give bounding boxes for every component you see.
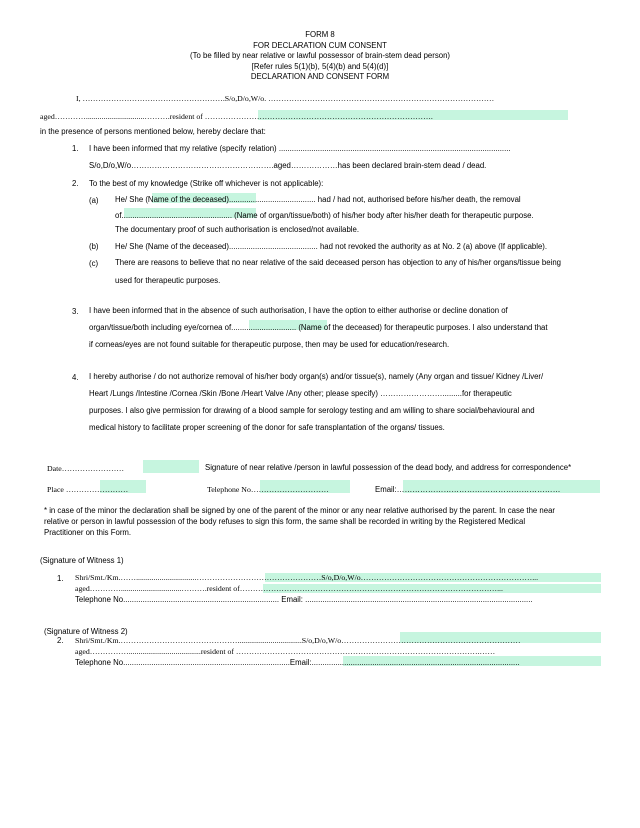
form-title: FOR DECLARATION CUM CONSENT xyxy=(253,41,387,50)
item-1-line-2: S/o,D/o,W/o……………………………………………….aged………………has been declared brain-stem dead / dead. xyxy=(89,161,487,170)
item-3-line-2: organ/tissue/both including eye/cornea of.............................. (Name of the deceased) for therapeutic purposes. I also understand that xyxy=(89,323,548,332)
item-2b-line: He/ She (Name of the deceased)......................................... had not revoked the authority as at No. 2 (a) above (If applicable). xyxy=(115,242,548,251)
witness-2-heading: (Signature of Witness 2) xyxy=(44,627,128,636)
item-2c-line-2: used for therapeutic purposes. xyxy=(115,276,221,285)
item-4-line-2: Heart /Lungs /Intestine /Cornea /Skin /Bone /Heart Valve /Any other; please specify) …………………….........for therapeutic xyxy=(89,389,512,398)
form-subtitle: (To be filled by near relative or lawful possessor of brain-stem dead person) xyxy=(189,51,451,60)
item-2c-line-1: There are reasons to believe that no near relative of the said deceased person has objection to any of his/her organs/tissue being xyxy=(115,258,562,267)
date-label: Date…………………… xyxy=(47,464,125,473)
item-2a-line-1: He/ She (Name of the deceased)........................................ had / had not, authorised before his/her death, the removal xyxy=(115,195,521,204)
footnote-line-3: Practitioner on this Form. xyxy=(44,528,132,537)
signature-label: Signature of near relative /person in lawful possession of the dead body, and address for correspondence* xyxy=(205,463,572,472)
item-4-line-1: I hereby authorise / do not authorize removal of his/her body organ(s) and/or tissue(s), namely (Any organ and tissue/ Kidney /Liver/ xyxy=(89,372,544,381)
item-3-line-3: if corneas/eyes are not found suitable for therapeutic purpose, then may be used for education/research. xyxy=(89,340,450,349)
witness-1-line-1: Shri/Smt./Km.……...............................…………………………………………S/o,D/o,W/o…………………………………………………………... xyxy=(75,573,539,582)
date-field[interactable] xyxy=(143,460,199,473)
item-4-line-4: medical history to facilitate proper screening of the donor for safe transplantation of the organs/ tissues. xyxy=(89,423,445,432)
form-rules: [Refer rules 5(1)(b), 5(4)(b) and 5(4)(d)] xyxy=(251,62,389,71)
place-label: Place …………………… xyxy=(47,485,129,494)
item-2a-label: (a) xyxy=(89,196,99,205)
item-2-line: To the best of my knowledge (Strike off whichever is not applicable): xyxy=(89,179,324,188)
witness-2-line-3: Telephone No.............................................................................Email:................................................................................................ xyxy=(75,658,520,667)
item-4-line-3: purposes. I also give permission for drawing of a blood sample for serology testing and am willing to share social/behavioural and xyxy=(89,406,535,415)
form-heading: DECLARATION AND CONSENT FORM xyxy=(250,72,390,81)
item-3-number: 3. xyxy=(72,307,79,316)
witness-2-line-1: Shri/Smt./Km.……………………………………….................................S/o,D/o,W/o…………………………………………………………… xyxy=(75,636,521,645)
witness-1-line-2: aged…………...............................……….resident of………………………………………………………………………………………... xyxy=(75,584,503,593)
item-1-number: 1. xyxy=(72,144,79,153)
item-2a-line-3: The documentary proof of such authorisation is enclosed/not available. xyxy=(115,225,360,234)
item-2b-label: (b) xyxy=(89,242,99,251)
form-number: FORM 8 xyxy=(305,30,335,39)
intro-line-2: aged…………..............................……….resident of ……………………………………………………………………………. xyxy=(40,112,433,121)
intro-line-3: in the presence of persons mentioned below, hereby declare that: xyxy=(40,127,266,136)
witness-2-line-2: aged…………….....................................resident of ………………………………………………………………………………….…… xyxy=(75,647,496,656)
witness-2-number: 2. xyxy=(57,636,64,645)
footnote-line-1: * in case of the minor the declaration shall be signed by one of the parent of the minor or any near relative authorised by the parent. In case the near xyxy=(44,506,556,515)
footnote-line-2: relative or person in lawful possession of the body refuses to sign this form, the same shall be recorded in writing by the Registered Medical xyxy=(44,517,526,526)
item-1-line-1: I have been informed that my relative (specify relation) ........................................................................................................... xyxy=(89,144,511,153)
witness-1-line-3: Telephone No........................................................................ Email: ......................................................................................................... xyxy=(75,595,533,604)
item-3-line-1: I have been informed that in the absence of such authorisation, I have the option to either authorise or decline donation of xyxy=(89,306,508,315)
email-label: Email:……………………………………………………… xyxy=(375,485,561,494)
witness-1-heading: (Signature of Witness 1) xyxy=(40,556,124,565)
item-4-number: 4. xyxy=(72,373,79,382)
item-2a-line-2: of................................................... (Name of organ/tissue/both) of his/her body after his/her death for therapeutic purpose. xyxy=(115,211,534,220)
intro-line-1: I, ……………………………………………….S/o,D/o,W/o. …………………………………………………………………………… xyxy=(76,94,495,103)
witness-1-number: 1. xyxy=(57,574,64,583)
item-2-number: 2. xyxy=(72,179,79,188)
item-2c-label: (c) xyxy=(89,259,99,268)
telephone-label: Telephone No………………………… xyxy=(207,485,329,494)
